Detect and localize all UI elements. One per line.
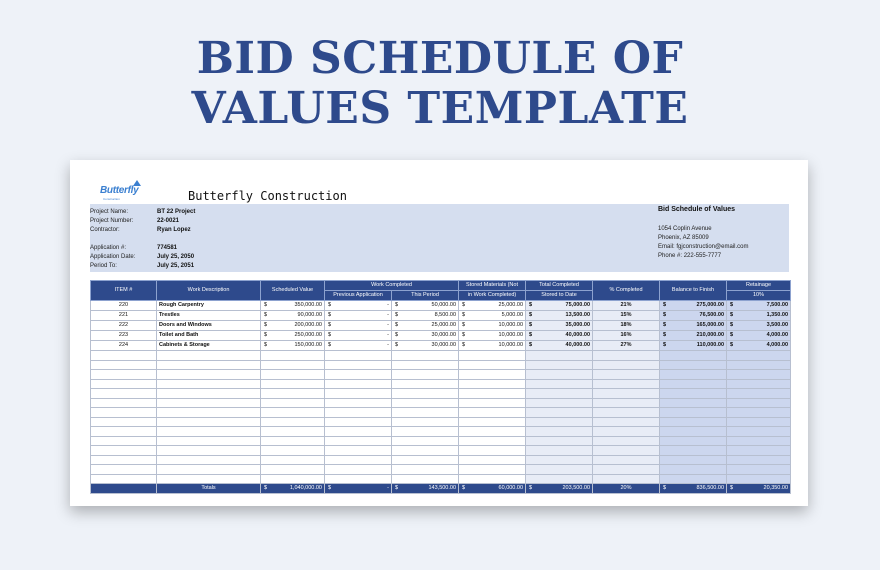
project-info-label: Application Date: [90, 254, 136, 260]
schedule-table [90, 280, 791, 494]
balance-cell [660, 465, 727, 475]
total-completed-cell [526, 446, 593, 456]
previous-cell [325, 408, 392, 418]
table-row [91, 311, 791, 321]
stored-cell: $ 10,000.00 [459, 331, 526, 341]
stored-cell [459, 427, 526, 437]
stored-cell [459, 455, 526, 465]
item-cell [91, 351, 157, 361]
table-row [91, 301, 791, 311]
retainage-cell: $ 7,500.00 [727, 301, 791, 311]
previous-cell [325, 379, 392, 389]
pct-cell [593, 436, 660, 446]
company-name: Butterfly Construction [188, 189, 347, 203]
description-cell [157, 446, 261, 456]
balance-cell [660, 474, 727, 484]
total-completed-cell [526, 389, 593, 399]
stored-cell [459, 360, 526, 370]
table-row [91, 408, 791, 418]
scheduled-cell [261, 398, 325, 408]
pct-cell: 16% [593, 331, 660, 341]
totals-row [91, 484, 791, 494]
stored-cell [459, 389, 526, 399]
description-cell [157, 417, 261, 427]
previous-cell: $ - [325, 321, 392, 331]
this-period-cell [392, 408, 459, 418]
pct-cell [593, 465, 660, 475]
retainage-cell: $ 3,500.00 [727, 321, 791, 331]
total-completed-cell: $ 75,000.00 [526, 301, 593, 311]
description-cell [157, 370, 261, 380]
previous-cell: $ - [325, 311, 392, 321]
pct-cell [593, 379, 660, 389]
retainage-cell [727, 408, 791, 418]
project-info-row [90, 262, 789, 271]
pct-cell [593, 408, 660, 418]
item-cell [91, 360, 157, 370]
total-completed-cell [526, 474, 593, 484]
retainage-cell [727, 465, 791, 475]
table-row [91, 370, 791, 380]
retainage-cell [727, 398, 791, 408]
project-info-band [90, 204, 789, 272]
description-cell: Rough Carpentry [157, 301, 261, 311]
balance-cell [660, 436, 727, 446]
totals-scheduled: $ 1,040,000.00 [261, 484, 325, 494]
this-period-cell [392, 427, 459, 437]
pct-cell [593, 427, 660, 437]
scheduled-cell [261, 455, 325, 465]
description-cell [157, 408, 261, 418]
description-cell [157, 436, 261, 446]
table-row [91, 331, 791, 341]
previous-cell [325, 446, 392, 456]
stored-cell [459, 398, 526, 408]
stored-cell [459, 474, 526, 484]
stored-cell: $ 5,000.00 [459, 311, 526, 321]
pct-cell: 15% [593, 311, 660, 321]
stored-cell [459, 446, 526, 456]
total-completed-cell [526, 408, 593, 418]
project-info-value: 22-0021 [157, 218, 180, 224]
project-info-label: Application #: [90, 245, 127, 251]
balance-cell: $ 110,000.00 [660, 341, 727, 351]
description-cell [157, 360, 261, 370]
scheduled-cell [261, 360, 325, 370]
previous-cell: $ - [325, 301, 392, 311]
this-period-cell [392, 455, 459, 465]
retainage-cell [727, 360, 791, 370]
balance-cell [660, 398, 727, 408]
table-row [91, 446, 791, 456]
address-line-1: 1054 Coplin Avenue [658, 226, 712, 232]
totals-pct: 20% [593, 484, 660, 494]
previous-cell [325, 360, 392, 370]
previous-cell [325, 417, 392, 427]
total-completed-cell [526, 379, 593, 389]
balance-cell [660, 379, 727, 389]
previous-cell [325, 455, 392, 465]
totals-stored: $ 60,000.00 [459, 484, 526, 494]
pct-cell [593, 398, 660, 408]
item-cell [91, 389, 157, 399]
table-row [91, 465, 791, 475]
retainage-cell: $ 4,000.00 [727, 341, 791, 351]
header-this-period: This Period [392, 291, 459, 301]
retainage-cell [727, 474, 791, 484]
table-row [91, 417, 791, 427]
header-item: ITEM # [91, 281, 157, 301]
header-total-completed-1: Total Completed [526, 281, 593, 291]
stored-cell: $ 25,000.00 [459, 301, 526, 311]
project-info-value: July 25, 2051 [157, 263, 195, 269]
butterfly-logo [100, 180, 144, 204]
this-period-cell: $ 25,000.00 [392, 321, 459, 331]
logo-word: Butterfly [100, 185, 139, 196]
description-cell [157, 389, 261, 399]
scheduled-cell: $ 350,000.00 [261, 301, 325, 311]
total-completed-cell [526, 360, 593, 370]
stored-cell [459, 408, 526, 418]
header-balance-to-finish: Balance to Finish [660, 281, 727, 301]
this-period-cell [392, 389, 459, 399]
address-line-2: Phoenix, AZ 85009 [658, 235, 709, 241]
email-line: Email: fgjconstruction@email.com [658, 244, 749, 250]
table-row [91, 341, 791, 351]
balance-cell: $ 165,000.00 [660, 321, 727, 331]
project-info-value: July 25, 2050 [157, 254, 195, 260]
total-completed-cell: $ 40,000.00 [526, 341, 593, 351]
total-completed-cell: $ 35,000.00 [526, 321, 593, 331]
page-title-line2: VALUES TEMPLATE [191, 83, 689, 134]
total-completed-cell [526, 398, 593, 408]
scheduled-cell [261, 370, 325, 380]
totals-blank [91, 484, 157, 494]
this-period-cell [392, 474, 459, 484]
previous-cell [325, 465, 392, 475]
retainage-cell [727, 446, 791, 456]
description-cell [157, 351, 261, 361]
project-info-label: Period To: [90, 263, 117, 269]
table-row [91, 436, 791, 446]
retainage-cell [727, 455, 791, 465]
scheduled-cell [261, 389, 325, 399]
item-cell [91, 370, 157, 380]
pct-cell [593, 446, 660, 456]
item-cell: 220 [91, 301, 157, 311]
this-period-cell: $ 50,000.00 [392, 301, 459, 311]
table-row [91, 455, 791, 465]
item-cell [91, 398, 157, 408]
totals-retainage: $ 20,350.00 [727, 484, 791, 494]
header-previous-application: Previous Application [325, 291, 392, 301]
balance-cell [660, 408, 727, 418]
table-row [91, 389, 791, 399]
balance-cell [660, 389, 727, 399]
item-cell: 221 [91, 311, 157, 321]
balance-cell [660, 455, 727, 465]
balance-cell [660, 370, 727, 380]
previous-cell [325, 474, 392, 484]
retainage-cell [727, 351, 791, 361]
this-period-cell [392, 370, 459, 380]
balance-cell [660, 446, 727, 456]
description-cell [157, 474, 261, 484]
stored-cell [459, 417, 526, 427]
previous-cell: $ - [325, 331, 392, 341]
scheduled-cell [261, 351, 325, 361]
description-cell [157, 427, 261, 437]
item-cell [91, 417, 157, 427]
stored-cell [459, 465, 526, 475]
logo-tagline: Construction [103, 197, 120, 201]
stored-cell [459, 351, 526, 361]
project-info-label: Project Name: [90, 209, 129, 215]
previous-cell [325, 398, 392, 408]
scheduled-cell [261, 446, 325, 456]
total-completed-cell [526, 455, 593, 465]
spreadsheet-preview [70, 160, 808, 506]
project-info-label: Contractor: [90, 227, 120, 233]
total-completed-cell [526, 436, 593, 446]
project-info-value: BT 22 Project [157, 209, 196, 215]
balance-cell [660, 351, 727, 361]
table-row [91, 379, 791, 389]
this-period-cell [392, 398, 459, 408]
stored-cell: $ 10,000.00 [459, 341, 526, 351]
header-work-description: Work Description [157, 281, 261, 301]
this-period-cell [392, 351, 459, 361]
project-info-row [90, 217, 789, 226]
stored-cell [459, 370, 526, 380]
totals-total: $ 203,500.00 [526, 484, 593, 494]
this-period-cell [392, 360, 459, 370]
previous-cell [325, 351, 392, 361]
scheduled-cell: $ 90,000.00 [261, 311, 325, 321]
stored-cell [459, 436, 526, 446]
description-cell [157, 379, 261, 389]
this-period-cell: $ 30,000.00 [392, 341, 459, 351]
header-retainage: Retainage [727, 281, 791, 291]
scheduled-cell [261, 379, 325, 389]
pct-cell: 21% [593, 301, 660, 311]
description-cell [157, 465, 261, 475]
retainage-cell [727, 427, 791, 437]
item-cell [91, 408, 157, 418]
stored-cell: $ 10,000.00 [459, 321, 526, 331]
pct-cell: 18% [593, 321, 660, 331]
balance-cell [660, 427, 727, 437]
table-row [91, 360, 791, 370]
scheduled-cell: $ 150,000.00 [261, 341, 325, 351]
pct-cell [593, 455, 660, 465]
project-info-value: Ryan Lopez [157, 227, 191, 233]
phone-line: Phone #: 222-555-7777 [658, 253, 722, 259]
item-cell [91, 455, 157, 465]
header-work-completed: Work Completed [325, 281, 459, 291]
previous-cell [325, 370, 392, 380]
total-completed-cell [526, 351, 593, 361]
totals-label: Totals [157, 484, 261, 494]
total-completed-cell: $ 40,000.00 [526, 331, 593, 341]
project-info-value: 774581 [157, 245, 178, 251]
header-stored-materials-2: in Work Completed) [459, 291, 526, 301]
table-row [91, 474, 791, 484]
pct-cell [593, 417, 660, 427]
pct-cell [593, 474, 660, 484]
item-cell [91, 427, 157, 437]
balance-cell: $ 76,500.00 [660, 311, 727, 321]
scheduled-cell: $ 250,000.00 [261, 331, 325, 341]
retainage-cell [727, 389, 791, 399]
total-completed-cell [526, 417, 593, 427]
schedule-title: Bid Schedule of Values [658, 206, 736, 213]
stored-cell [459, 379, 526, 389]
item-cell [91, 379, 157, 389]
totals-previous: $ - [325, 484, 392, 494]
scheduled-cell [261, 474, 325, 484]
balance-cell: $ 210,000.00 [660, 331, 727, 341]
this-period-cell: $ 8,500.00 [392, 311, 459, 321]
pct-cell: 27% [593, 341, 660, 351]
previous-cell [325, 436, 392, 446]
header-retainage-pct: 10% [727, 291, 791, 301]
pct-cell [593, 351, 660, 361]
this-period-cell [392, 465, 459, 475]
retainage-cell [727, 417, 791, 427]
page-title [0, 34, 880, 134]
retainage-cell: $ 4,000.00 [727, 331, 791, 341]
item-cell [91, 474, 157, 484]
this-period-cell [392, 446, 459, 456]
item-cell [91, 446, 157, 456]
retainage-cell [727, 379, 791, 389]
pct-cell [593, 370, 660, 380]
table-row [91, 427, 791, 437]
description-cell: Cabinets & Storage [157, 341, 261, 351]
item-cell: 224 [91, 341, 157, 351]
previous-cell [325, 389, 392, 399]
item-cell [91, 436, 157, 446]
scheduled-cell [261, 465, 325, 475]
item-cell [91, 465, 157, 475]
table-row [91, 398, 791, 408]
description-cell [157, 398, 261, 408]
this-period-cell [392, 379, 459, 389]
balance-cell [660, 360, 727, 370]
balance-cell: $ 275,000.00 [660, 301, 727, 311]
item-cell: 223 [91, 331, 157, 341]
table-row [91, 321, 791, 331]
this-period-cell: $ 30,000.00 [392, 331, 459, 341]
this-period-cell [392, 417, 459, 427]
description-cell: Toilet and Bath [157, 331, 261, 341]
table-row [91, 351, 791, 361]
description-cell [157, 455, 261, 465]
header-stored-materials-1: Stored Materials (Not [459, 281, 526, 291]
total-completed-cell: $ 13,500.00 [526, 311, 593, 321]
item-cell: 222 [91, 321, 157, 331]
totals-this-period: $ 143,500.00 [392, 484, 459, 494]
scheduled-cell [261, 436, 325, 446]
this-period-cell [392, 436, 459, 446]
description-cell: Trestles [157, 311, 261, 321]
pct-cell [593, 360, 660, 370]
balance-cell [660, 417, 727, 427]
previous-cell: $ - [325, 341, 392, 351]
total-completed-cell [526, 427, 593, 437]
schedule-body [91, 301, 791, 484]
scheduled-cell [261, 417, 325, 427]
description-cell: Doors and Windows [157, 321, 261, 331]
header-pct-completed: % Completed [593, 281, 660, 301]
pct-cell [593, 389, 660, 399]
scheduled-cell: $ 200,000.00 [261, 321, 325, 331]
previous-cell [325, 427, 392, 437]
retainage-cell [727, 436, 791, 446]
project-info-label: Project Number: [90, 218, 134, 224]
header-total-completed-2: Stored to Date [526, 291, 593, 301]
scheduled-cell [261, 408, 325, 418]
header-scheduled-value: Scheduled Value [261, 281, 325, 301]
total-completed-cell [526, 370, 593, 380]
total-completed-cell [526, 465, 593, 475]
totals-balance: $ 836,500.00 [660, 484, 727, 494]
scheduled-cell [261, 427, 325, 437]
retainage-cell [727, 370, 791, 380]
page-title-line1: BID SCHEDULE OF [196, 33, 684, 84]
retainage-cell: $ 1,350.00 [727, 311, 791, 321]
